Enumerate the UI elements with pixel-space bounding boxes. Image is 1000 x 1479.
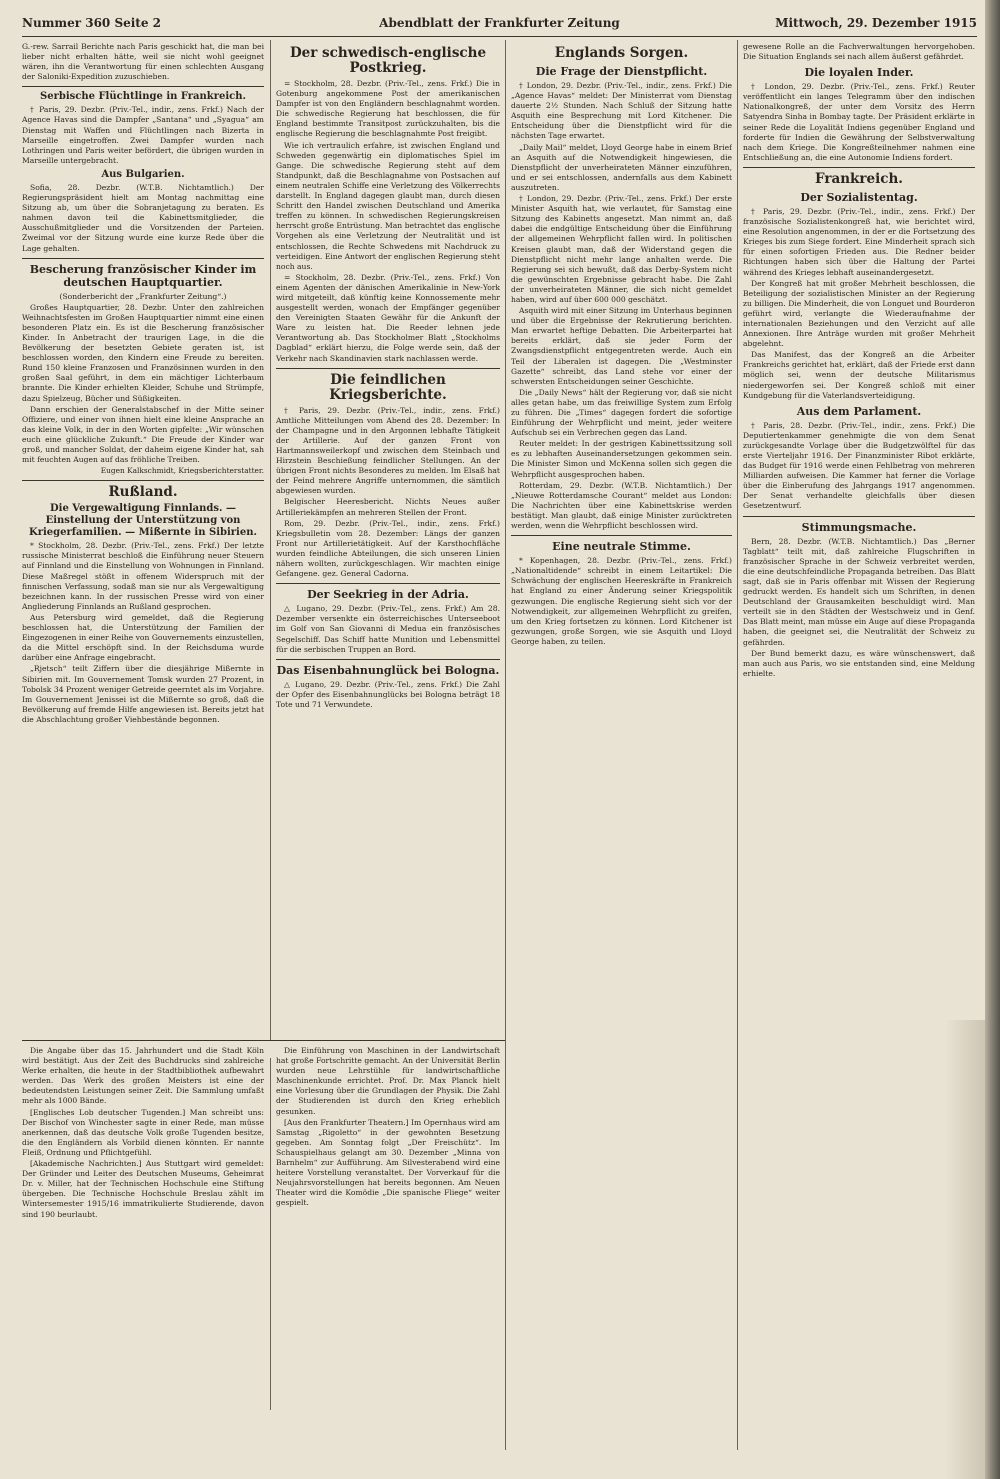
feuilleton-text-2: [Englisches Lob deutscher Tugenden.] Man schreibt uns: Der Bischof von Winchester sagte in einer Rede, man müsse anerkennen, daß das deutsche Volk große Tugenden besitze, die den Engländern als Vorbild dienen könnten. Er nannte Fleiß, Ordnung und Pflichtgefühl. [22, 1107, 264, 1157]
column-rule-4 [270, 1058, 271, 1410]
headline-parliament: Aus dem Parlament. [796, 404, 922, 418]
headline-bulgaria: Aus Bulgarien. [101, 168, 185, 180]
article-signature: Eugen Kalkschmidt, Kriegsberichterstatter. [100, 466, 264, 476]
article-enemy-reports-1: † Paris, 29. Dezbr. (Priv.‑Tel., indir., zens. Frkf.) Amtliche Mitteilungen vom Abend des 28. Dezember: In der Champagne und in den Argonnen lebhafte Tätigkeit der Artillerie. Auf der ganzen Front von Hartmannsweilerkopf und zwischen dem Steinbach und Hirzstein Beschießung feindlicher Stellungen. An der übrigen Front nichts Besonderes zu melden. Im Elsaß hat der Feind mehrere Angriffe unternommen, die sämtlich abgewiesen wurden. [276, 405, 500, 496]
headline-bologna-accident: Das Eisenbahnunglück bei Bologna. [276, 663, 500, 677]
page-stain [945, 1020, 985, 1479]
article-french-children-2: Dann erschien der Generalstabschef in der Mitte seiner Offiziere, und einer von ihnen hielt eine kleine Ansprache an das kleine Volk, in der in den Worten gipfelte: „Wir wünschen euch eine glückliche Zukunft.“ Die Freude der Kinder war groß, und mancher Soldat, der daheim eigene Kinder hat, sah mit feuchten Augen auf das fröhliche Treiben. [22, 404, 264, 465]
article-conscription-6: Reuter meldet: In der gestrigen Kabinettssitzung soll es zu lebhaften Auseinandersetzungen gekommen sein. Die Minister Simon und McKenna sollen sich gegen die Wehrpflicht ausgesprochen haben. [511, 439, 732, 479]
article-conscription-5: Die „Daily News“ hält der Regierung vor, daß sie nicht alles getan habe, um das freiwillige System zum Erfolg zu führen. Die „Times“ dagegen fordert die sofortige Einführung der Wehrpflicht und meint, jeder weitere Aufschub sei ein Verbrechen gegen das Land. [511, 387, 732, 438]
article-socialist-congress-2: Der Kongreß hat mit großer Mehrheit beschlossen, die Beteiligung der sozialistischen Minister an der Regierung zu billigen. Die Minderheit, die von Longuet und Bourderon geführt wird, verlangte die Wiederaufnahme der internationalen Beziehungen und den Verzicht auf alle Annexionen. Ihre Anträge wurden mit großer Mehrheit abgelehnt. [743, 278, 975, 349]
headline-postal-war: Der schwedisch‑englische Postkrieg. [289, 45, 487, 76]
headline-englands-worries: Englands Sorgen. [554, 45, 689, 61]
article-neutral-voice: * Kopenhagen, 28. Dezbr. (Priv.‑Tel., zens. Frkf.) „Nationaltidende“ schreibt in einem Leitartikel: Die Schwächung der englischen Heereskräfte in Frankreich hat England zu einer Änderung seiner Kriegspolitik gezwungen. Die englische Regierung sieht sich vor der Notwendigkeit, zur allgemeinen Wehrpflicht zu greifen, um den Krieg fortsetzen zu können. Lord Kitchener ist gezwungen, große Sorgen, wie sie Asquith und Lloyd George haben, zu teilen. [511, 556, 732, 646]
headline-socialist-congress: Der Sozialistentag. [800, 190, 918, 204]
column-rule-2 [505, 40, 506, 1450]
article-propaganda-end: Der Bund bemerkt dazu, es wäre wünschenswert, daß man auch aus Paris, wo sie entstanden sind, eine Meldung erhielte. [743, 648, 975, 678]
column-4 [743, 42, 975, 1402]
feuilleton-text-1: Die Angabe über das 15. Jahrhundert und die Stadt Köln wird bestätigt. Aus der Zeit des Buchdrucks sind zahlreiche Werke erhalten, die heute in der Stadtbibliothek aufbewahrt werden. Das Werk des großen Meisters ist eine der bedeutendsten Leistungen seiner Zeit. Die Sammlung umfaßt mehr als 1000 Bände. [22, 1046, 264, 1106]
article-adriatic: △ Lugano, 29. Dezbr. (Priv.‑Tel., zens. Frkf.) Am 28. Dezember versenkte ein österreichisches Unterseeboot im Golf von San Giovanni di Medua ein französisches Segelschiff. Das Schiff hatte Munition und Lebensmittel für die serbischen Truppen an Bord. [276, 604, 500, 654]
article-conscription-2: „Daily Mail“ meldet, Lloyd George habe in einem Brief an Asquith auf die Notwendigkeit hingewiesen, die Dienstpflicht der unverheirateten Männer einzuführen, und er sei entschlossen, andernfalls aus dem Kabinett auszutreten. [511, 142, 732, 192]
article-conscription-4: Asquith wird mit einer Sitzung im Unterhaus beginnen und über die Ergebnisse der Rekrutierung berichten. Man erwartet heftige Debatten. Die Arbeiterpartei hat bereits erklärt, daß sie jeder Form der Zwangsdienstpflicht entgegentreten werde. Auch ein Teil der Liberalen ist dagegen. Die „Westminster Gazette“ schreibt, das Land stehe vor einer der schwersten Entscheidungen seiner Geschichte. [511, 306, 732, 386]
article-finland-2: Aus Petersburg wird gemeldet, daß die Regierung beschlossen hat, die Unterstützung der Familien der Eingezogenen in einer Reihe von Gouvernements einzustellen, da die Mittel erschöpft sind. In der Reichsduma wurde darüber eine Anfrage eingebracht. [22, 612, 264, 663]
column-2 [276, 42, 500, 1037]
headline-finland: Die Vergewaltigung Finnlands. — Einstellung der Unterstützung von Kriegerfamilien. — Mißernte in Sibirien. [29, 503, 257, 539]
section-france: Frankreich. [815, 170, 903, 187]
headline-adriatic: Der Seekrieg in der Adria. [307, 588, 469, 602]
article-french-children-1: Großes Hauptquartier, 28. Dezbr. Unter den zahlreichen Weihnachtsfesten im Großen Hauptquartier nimmt eine einen besonderen Platz ein. Es ist die Bescherung französischer Kinder. In Anbetracht der traurigen Lage, in die die Bevölkerung der besetzten Gebiete geraten ist, ist beschlossen worden, den Kindern eine Freude zu bereiten. Rund 150 kleine Franzosen und Französinnen wurden in den großen Saal geführt, in dem ein mächtiger Lichterbaum brannte. Die Kinder erhielten Kleider, Schuhe und Strümpfe, dazu Spielzeug, Bücher und Süßigkeiten. [22, 302, 264, 403]
article-parliament: † Paris, 28. Dezbr. (Priv.‑Tel., indir., zens. Frkf.) Die Deputiertenkammer genehmigte die von dem Senat zurückgesandte Vorlage über die Budgetzwölftel für das erste Vierteljahr 1916. Der Finanzminister Ribot erklärte, das Budget für 1916 werde einen Fehlbetrag von mehreren Milliarden aufweisen. Die Kammer hat ferner die Vorlage über die Einberufung des Jahrgangs 1917 angenommen. Der Senat verhandelte gleichfalls über diesen Gesetzentwurf. [743, 420, 975, 511]
issue-number: Nummer 360 Seite 2 [22, 16, 162, 30]
headline-propaganda: Stimmungsmache. [801, 520, 917, 534]
article-conscription-7: Rotterdam, 29. Dezbr. (W.T.B. Nichtamtlich.) Der „Nieuwe Rotterdamsche Courant“ meldet aus London: Die Nachrichten über eine Kabinettskrise werden bestätigt. Man glaubt, daß einige Minister zurücktreten werden, wenn die Wehrpflicht beschlossen wird. [511, 480, 732, 531]
headline-serbian-refugees: Serbische Flüchtlinge in Frankreich. [39, 91, 247, 103]
headline-neutral-voice: Eine neutrale Stimme. [552, 540, 691, 554]
article-conscription-1: † London, 29. Dezbr. (Priv.‑Tel., indir., zens. Frkf.) Die „Agence Havas“ meldet: Der Ministerrat vom Dienstag dauerte 2½ Stunden. Nach Schluß der Sitzung hatte Asquith eine Besprechung mit Lord Kitchener. Die Entscheidung über die Dienstpflicht wird für die nächsten Tage erwartet. [511, 81, 732, 141]
article-serbian-refugees: † Paris, 29. Dezbr. (Priv.‑Tel., indir., zens. Frkf.) Nach der Agence Havas sind die Dampfer „Santana“ und „Syagua“ am Dienstag mit Waffen und Flüchtlingen nach Bizerta in Marseille eingetroffen. Zwei Dampfer wurden nach Lothringen und Paris weiter befördert, die übrigen wurden in Marseille untergebracht. [22, 105, 264, 165]
article-propaganda: Bern, 28. Dezbr. (W.T.B. Nichtamtlich.) Das „Berner Tagblatt“ teilt mit, daß zahlreiche Flugschriften in französischer Sprache in der Schweiz verbreitet werden, die eine deutschfeindliche Propaganda betreiben. Das Blatt sagt, daß sie in Paris offenbar mit Wissen der Regierung gedruckt werden. Es handelt sich um Schriften, in denen Deutschland der Grausamkeiten beschuldigt wird. Man verteilt sie in den Städten der Westschweiz und in Genf. Das Blatt meint, man müsse ein Auge auf diese Propaganda haben, die geeignet sei, die Neutralität der Schweiz zu gefährden. [743, 536, 975, 647]
article-socialist-congress-1: † Paris, 29. Dezbr. (Priv.‑Tel., indir., zens. Frkf.) Der französische Sozialistenkongreß hat, wie berichtet wird, eine Resolution angenommen, in der er die Fortsetzung des Krieges bis zum Siege fordert. Eine Minderheit sprach sich für einen sofortigen Frieden aus. Die Redner beider Richtungen haben sich über die Haltung der Partei während des Krieges lebhaft auseinandergesetzt. [743, 206, 975, 277]
column-rule-1 [270, 40, 271, 1040]
masthead [22, 14, 977, 37]
headline-loyal-indians: Die loyalen Inder. [804, 66, 914, 80]
article-enemy-reports-3: Rom, 29. Dezbr. (Priv.‑Tel., indir., zens. Frkf.) Kriegsbulletin vom 28. Dezember: Längs der ganzen Front nur Artillerietätigkeit. Auf der Karsthochfläche wurden feindliche Abteilungen, die sich unseren Linien nähern wollten, zurückgeschlagen. Wir machten einige Gefangene. gez. General Cadorna. [276, 518, 500, 579]
feuilleton-text-4: Die Einführung von Maschinen in der Landwirtschaft hat große Fortschritte gemacht. An der Universität Berlin wurden neue Lehrstühle für landwirtschaftliche Maschinenkunde errichtet. Prof. Dr. Max Planck hielt eine Vorlesung über die Grundlagen der Physik. Die Zahl der Studierenden ist durch den Krieg erheblich gesunken. [276, 1046, 500, 1116]
article-socialist-congress-3: Das Manifest, das der Kongreß an die Arbeiter Frankreichs gerichtet hat, erklärt, daß der Friede erst dann möglich sei, wenn der deutsche Militarismus niedergeworfen sei. Der Kongreß schloß mit einer Kundgebung für die Vaterlandsverteidigung. [743, 350, 975, 400]
article-postal-war-3: = Stockholm, 28. Dezbr. (Priv.‑Tel., zens. Frkf.) Von einem Agenten der dänischen Amerikalinie in New‑York wird mitgeteilt, daß künftig keine Konnossemente mehr ausgestellt werden, wonach der Empfänger gegenüber den Vereinigten Staaten Gewähr für die Ankunft der Ware zu leisten hat. Die Reeder lehnen jede Verantwortung ab. Das Stockholmer Blatt „Stockholms Dagblad“ erklärt hierzu, die Folge werde sein, daß der Verkehr nach Skandinavien stark nachlassen werde. [276, 272, 500, 363]
feuilleton-rule [22, 1040, 505, 1041]
article-finland-3: „Rjetsch“ teilt Ziffern über die diesjährige Mißernte in Sibirien mit. Im Gouvernement Tomsk wurden 27 Prozent, in Tobolsk 34 Prozent weniger Getreide geerntet als im Vorjahre. Im Gouvernement Jenissei ist die Mißernte so groß, daß die Bevölkerung auf fremde Hilfe angewiesen ist. Bereits jetzt hat die Abschlachtung großer Viehbestände begonnen. [22, 664, 264, 724]
article-bologna-accident: △ Lugano, 29. Dezbr. (Priv.‑Tel., zens. Frkf.) Die Zahl der Opfer des Eisenbahnunglücks bei Bologna beträgt 18 Tote und 71 Verwundete. [276, 679, 500, 709]
article-enemy-reports-2: Belgischer Heeresbericht. Nichts Neues außer Artilleriekämpfen an mehreren Stellen der Front. [276, 497, 500, 517]
article-finland-1: * Stockholm, 28. Dezbr. (Priv.‑Tel., zens. Frkf.) Der letzte russische Ministerrat beschloß die Einführung neuer Steuern auf Finnland und die Einstellung von Wohnungen in Finnland. Diese Maßregel stößt in offenem Widerspruch mit der finnischen Verfassung, sodaß man sie nur als Vergewaltigung bezeichnen kann. In der russischen Presse wird von einer Angliederung Finnlands an Rußland gesprochen. [22, 541, 264, 611]
article-postal-war-1: = Stockholm, 28. Dezbr. (Priv.‑Tel., zens. Frkf.) Die in Gotenburg angekommene Post der amerikanischen Dampfer ist von den Engländern beschlagnahmt worden. Die schwedische Regierung hat beschlossen, die für England bestimmte Transitpost zurückzuhalten, bis die englische Regierung die beschlagnahmte Post freigibt. [276, 79, 500, 139]
article-postal-war-2: Wie ich vertraulich erfahre, ist zwischen England und Schweden gegenwärtig ein diplomatisches Spiel im Gange. Die schwedische Regierung steht auf dem Standpunkt, daß die Beschlagnahme von Postsachen auf einem neutralen Schiffe eine Verletzung des Völkerrechts darstellt. In England dagegen glaubt man, durch diesen Schritt den Handel zwischen Deutschland und Amerika treffen zu können. In schwedischen Regierungskreisen herrscht große Entrüstung. Man betrachtet das englische Vorgehen als eine Verletzung der Neutralität und ist entschlossen, die Rechte Schwedens mit Nachdruck zu verteidigen. Eine Antwort der englischen Regierung steht noch aus. [276, 140, 500, 271]
article-conscription-3: † London, 29. Dezbr. (Priv.‑Tel., zens. Frkf.) Der erste Minister Asquith hat, wie verlautet, für Samstag eine Sitzung des Kabinetts angesetzt. Man nimmt an, daß dabei die endgültige Entscheidung über die Einführung der allgemeinen Wehrpflicht fallen wird. In politischen Kreisen glaubt man, daß der Widerstand gegen die Dienstpflicht nicht mehr lange anhalten werde. Die Regierung sei sich bewußt, daß das Derby‑System nicht die gewünschten Ergebnisse gebracht habe. Die Zahl der unverheirateten Männer, die sich nicht gemeldet haben, wird auf über 600 000 geschätzt. [511, 194, 732, 304]
article-bulgaria: Sofia, 28. Dezbr. (W.T.B. Nichtamtlich.) Der Regierungspräsident hielt am Montag nachmittag eine Sitzung ab, um über die Sobranjetagung zu beraten. Es nahmen davon teil die Kabinettsmitglieder, die Ausschußmitglieder und die Vorsitzenden der Parteien. Zweimal vor der Sitzung wurde eine kurze Rede über die Lage gehalten. [22, 182, 264, 253]
feuilleton-column-2 [276, 1046, 500, 1406]
article-loyal-indians: † London, 29. Dezbr. (Priv.‑Tel., zens. Frkf.) Reuter veröffentlicht ein langes Telegramm über den indischen Nationalkongreß, der unter dem Vorsitz des Herrn Satyendra Sinha in Bombay tagte. Der Präsident erklärte in seiner Rede die Loyalität Indiens gegenüber England und forderte für Indien die Gewährung der Selbstverwaltung nach dem Kriege. Die Kongreßteilnehmer nahmen eine Entschließung an, die eine Autonomie Indiens fordert. [743, 82, 975, 162]
feuilleton-text-5: [Aus den Frankfurter Theatern.] Im Opernhaus wird am Samstag „Rigoletto“ in der gewohnten Besetzung gegeben. Am Sonntag folgt „Der Freischütz“. Im Schauspielhaus gelangt am 30. Dezember „Minna von Barnhelm“ zur Aufführung. Am Silvesterabend wird eine heitere Vorstellung veranstaltet. Der Vorverkauf für die Neujahrsvorstellungen hat bereits begonnen. Am Neuen Theater wird die Komödie „Die spanische Fliege“ weiter gespielt. [276, 1117, 500, 1208]
article-french-children-note: (Sonderbericht der „Frankfurter Zeitung“.) [59, 291, 227, 301]
col1-intro: G.‑rew. Sarrail Berichte nach Paris geschickt hat, die man bei lieber nicht erhalten hätte, weil sie nicht wohl geeignet wären, ihn die Verantwortung für einen schlechten Ausgang der Saloniki‑Expedition zuzuschieben. [22, 42, 264, 82]
column-1 [22, 42, 264, 1037]
headline-french-children: Bescherung französischer Kinder im deutschen Hauptquartier. [29, 262, 257, 289]
column-3 [511, 42, 732, 1402]
col4-intro: gewesene Rolle an die Fachverwaltungen hervorgehoben. Die Situation Englands sei nach allem äußerst gefährdet. [743, 42, 975, 62]
column-rule-3 [737, 40, 738, 1450]
feuilleton-column-1 [22, 1046, 264, 1406]
headline-conscription: Die Frage der Dienstpflicht. [535, 65, 708, 78]
feuilleton-text-3: [Akademische Nachrichten.] Aus Stuttgart wird gemeldet: Der Gründer und Leiter des Deutschen Museums, Geheimrat Dr. v. Miller, hat der Technischen Hochschule eine Stiftung übergeben. Die Technische Hochschule Breslau zählt im Wintersemester 1915/16 immatrikulierte Studierende, davon sind 190 beurlaubt. [22, 1159, 264, 1219]
section-russia: Rußland. [108, 484, 178, 501]
issue-date: Mittwoch, 29. Dezember 1915 [775, 16, 977, 30]
page-binding-edge [985, 0, 1000, 1479]
newspaper-title: Abendblatt der Frankfurter Zeitung [379, 16, 620, 30]
headline-enemy-reports: Die feindlichen Kriegsberichte. [329, 371, 447, 403]
